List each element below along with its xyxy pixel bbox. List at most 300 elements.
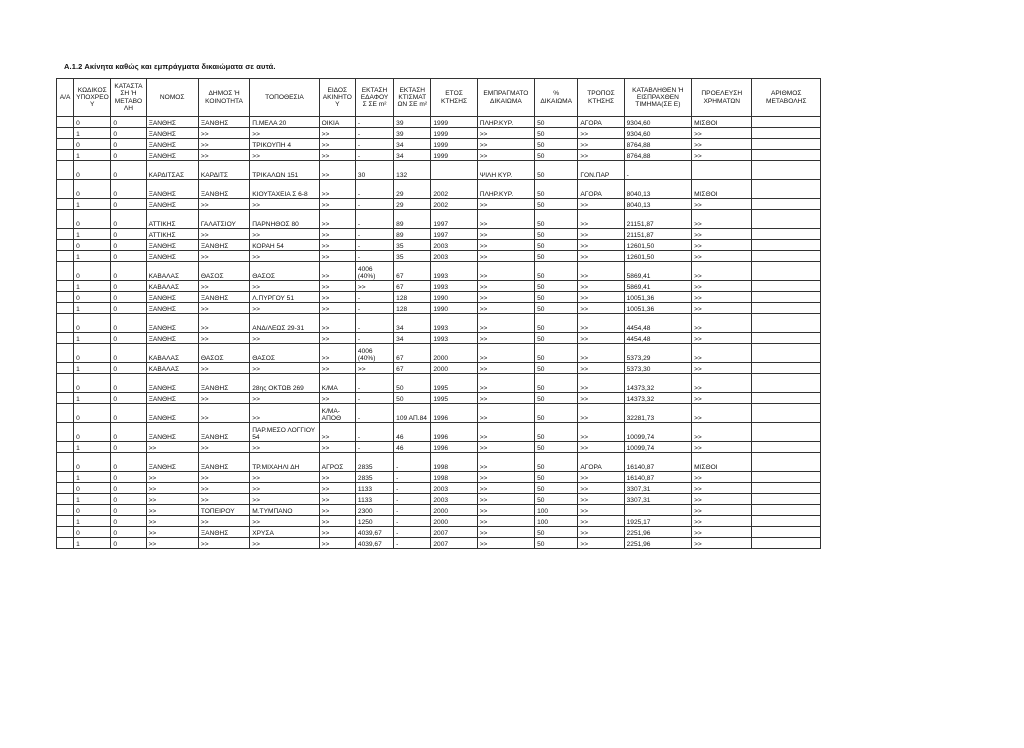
table-cell: 4454,48 xyxy=(624,333,691,344)
table-cell: >> xyxy=(578,472,624,483)
table-cell: 39 xyxy=(394,128,431,139)
table-cell: 1 xyxy=(74,393,111,404)
table-cell: >> xyxy=(477,494,534,505)
table-cell: >> xyxy=(692,292,752,303)
table-cell: 1 xyxy=(74,538,111,549)
table-cell xyxy=(752,303,821,314)
table-cell: >> xyxy=(319,314,355,333)
table-cell: ΞΑΝΘΗΣ xyxy=(198,117,249,128)
table-cell: ΚΟΡΑΗ 54 xyxy=(250,240,319,251)
table-cell xyxy=(752,251,821,262)
table-cell xyxy=(752,423,821,442)
table-cell: 1 xyxy=(74,516,111,527)
table-cell: >> xyxy=(319,494,355,505)
table-cell: 50 xyxy=(535,374,578,393)
table-cell: >> xyxy=(250,483,319,494)
table-cell: ΞΑΝΘΗΣ xyxy=(198,453,249,472)
table-cell: 0 xyxy=(111,229,146,240)
table-cell: >> xyxy=(319,538,355,549)
table-cell: ΠΑΡ.ΜΕΣΟ ΛΟΓΓΙΟΥ 54 xyxy=(250,423,319,442)
table-cell: >> xyxy=(578,262,624,281)
table-cell: >> xyxy=(198,404,249,423)
table-cell: 0 xyxy=(111,281,146,292)
table-cell: >> xyxy=(578,281,624,292)
table-cell: >> xyxy=(198,281,249,292)
table-cell: 50 xyxy=(535,161,578,180)
table-cell: 50 xyxy=(535,240,578,251)
table-cell: 0 xyxy=(111,393,146,404)
table-cell: >> xyxy=(578,150,624,161)
table-row xyxy=(57,423,821,442)
table-cell: >> xyxy=(250,516,319,527)
table-cell: 0 xyxy=(111,180,146,199)
table-cell: 0 xyxy=(111,262,146,281)
table-cell: >> xyxy=(578,303,624,314)
table-cell: Λ.ΠΥΡΓΟΥ 51 xyxy=(250,292,319,303)
table-cell: 14373,32 xyxy=(624,393,691,404)
table-cell: ΞΑΝΘΗΣ xyxy=(146,180,198,199)
table-cell: 1999 xyxy=(431,128,477,139)
table-cell xyxy=(57,516,74,527)
table-cell: - xyxy=(355,199,393,210)
table-row xyxy=(57,538,821,549)
table-cell: >> xyxy=(578,344,624,363)
table-row xyxy=(57,442,821,453)
table-cell: 1993 xyxy=(431,262,477,281)
table-row xyxy=(57,344,821,363)
table-cell: >> xyxy=(250,199,319,210)
table-cell: - xyxy=(355,240,393,251)
table-cell xyxy=(57,393,74,404)
table-cell: >> xyxy=(319,199,355,210)
table-cell xyxy=(57,229,74,240)
table-cell: >> xyxy=(198,363,249,374)
table-cell: 29 xyxy=(394,180,431,199)
table-row xyxy=(57,393,821,404)
table-cell: 0 xyxy=(111,128,146,139)
table-cell: ΚΑΒΑΛΑΣ xyxy=(146,344,198,363)
table-cell: >> xyxy=(477,505,534,516)
table-cell: >> xyxy=(198,199,249,210)
table-cell: >> xyxy=(477,251,534,262)
table-cell: 2835 xyxy=(355,453,393,472)
table-cell xyxy=(752,262,821,281)
table-cell: 128 xyxy=(394,303,431,314)
table-cell: >> xyxy=(250,393,319,404)
table-cell: >> xyxy=(319,442,355,453)
table-cell: 1 xyxy=(74,494,111,505)
table-cell: >> xyxy=(477,240,534,251)
table-cell: - xyxy=(394,494,431,505)
table-row xyxy=(57,374,821,393)
table-cell xyxy=(752,199,821,210)
table-cell: >> xyxy=(319,281,355,292)
table-cell: >> xyxy=(578,505,624,516)
table-cell: >> xyxy=(692,494,752,505)
table-cell: ΚΑΒΑΛΑΣ xyxy=(146,281,198,292)
table-cell xyxy=(752,180,821,199)
table-cell: >> xyxy=(319,393,355,404)
table-row xyxy=(57,483,821,494)
table-cell: 67 xyxy=(394,262,431,281)
table-cell: 50 xyxy=(394,374,431,393)
table-cell xyxy=(752,333,821,344)
table-cell: 29 xyxy=(394,199,431,210)
table-cell: 1 xyxy=(74,472,111,483)
column-header: ΕΤΟΣ ΚΤΗΣΗΣ xyxy=(431,79,477,117)
table-cell: >> xyxy=(578,374,624,393)
table-cell: 0 xyxy=(111,161,146,180)
table-cell xyxy=(752,139,821,150)
table-cell: 2835 xyxy=(355,472,393,483)
table-cell: 0 xyxy=(111,505,146,516)
table-cell: >> xyxy=(319,128,355,139)
table-cell: 34 xyxy=(394,139,431,150)
table-cell: >> xyxy=(578,292,624,303)
table-cell: 1998 xyxy=(431,472,477,483)
table-cell: 1995 xyxy=(431,393,477,404)
table-cell: >> xyxy=(250,281,319,292)
table-cell: 4039,67 xyxy=(355,538,393,549)
table-cell xyxy=(57,240,74,251)
table-cell: 1 xyxy=(74,442,111,453)
table-cell: ΞΑΝΘΗΣ xyxy=(198,527,249,538)
table-cell: >> xyxy=(146,505,198,516)
column-header: ΚΩΔΙΚΟΣ ΥΠΟΧΡΕΟ Υ xyxy=(74,79,111,117)
table-row xyxy=(57,363,821,374)
table-cell xyxy=(57,292,74,303)
table-row xyxy=(57,314,821,333)
table-cell: 10051,36 xyxy=(624,303,691,314)
table-cell: - xyxy=(355,374,393,393)
table-cell: 50 xyxy=(535,333,578,344)
table-cell: ΘΑΣΟΣ xyxy=(250,344,319,363)
table-cell: >> xyxy=(477,404,534,423)
table-cell: 0 xyxy=(111,483,146,494)
table-cell: >> xyxy=(198,538,249,549)
table-cell: 4006 (40%) xyxy=(355,262,393,281)
table-cell: 50 xyxy=(535,494,578,505)
table-cell: 16140,87 xyxy=(624,472,691,483)
table-cell: 1133 xyxy=(355,483,393,494)
table-cell: >> xyxy=(578,128,624,139)
table-cell: >> xyxy=(477,229,534,240)
table-cell: >> xyxy=(692,128,752,139)
table-cell: 0 xyxy=(74,505,111,516)
table-cell: 0 xyxy=(74,240,111,251)
table-cell xyxy=(752,117,821,128)
table-cell: 46 xyxy=(394,423,431,442)
table-cell: >> xyxy=(578,199,624,210)
table-cell xyxy=(752,128,821,139)
table-cell: >> xyxy=(198,303,249,314)
table-cell: - xyxy=(355,117,393,128)
table-cell: 10099,74 xyxy=(624,442,691,453)
table-cell: ΞΑΝΘΗΣ xyxy=(198,292,249,303)
table-cell: - xyxy=(355,423,393,442)
table-cell xyxy=(752,150,821,161)
table-cell: >> xyxy=(198,139,249,150)
table-cell: >> xyxy=(319,333,355,344)
table-cell: ΘΑΣΟΣ xyxy=(198,262,249,281)
table-cell: >> xyxy=(355,363,393,374)
table-cell xyxy=(57,538,74,549)
table-cell: 0 xyxy=(111,363,146,374)
table-cell: ΞΑΝΘΗΣ xyxy=(198,180,249,199)
table-cell: >> xyxy=(578,393,624,404)
table-cell: ΞΑΝΘΗΣ xyxy=(146,404,198,423)
table-row xyxy=(57,333,821,344)
table-cell: 1 xyxy=(74,363,111,374)
table-cell: >> xyxy=(692,303,752,314)
table-cell: 21151,87 xyxy=(624,229,691,240)
table-cell xyxy=(752,161,821,180)
table-cell: 5373,30 xyxy=(624,363,691,374)
table-cell xyxy=(57,251,74,262)
table-cell: 50 xyxy=(535,423,578,442)
column-header: ΚΑΤΑΒΛΗΘΕΝ Ή ΕΙΣΠΡΑΧΘΕΝ ΤΙΜΗΜΑ(ΣΕ Ε) xyxy=(624,79,691,117)
table-cell: ΑΓΟΡΑ xyxy=(578,117,624,128)
table-cell: 0 xyxy=(111,199,146,210)
table-cell: 128 xyxy=(394,292,431,303)
table-cell xyxy=(57,128,74,139)
table-cell: - xyxy=(394,527,431,538)
table-cell: >> xyxy=(198,393,249,404)
table-cell: - xyxy=(355,442,393,453)
table-cell: 1990 xyxy=(431,292,477,303)
table-cell: 0 xyxy=(111,333,146,344)
table-cell: >> xyxy=(319,292,355,303)
table-cell xyxy=(57,442,74,453)
table-cell: ΚΑΡΔΙΤΣΑΣ xyxy=(146,161,198,180)
table-cell: >> xyxy=(477,303,534,314)
table-row xyxy=(57,453,821,472)
table-cell: 0 xyxy=(111,251,146,262)
table-cell: 67 xyxy=(394,363,431,374)
table-cell: 50 xyxy=(535,292,578,303)
table-cell: >> xyxy=(319,180,355,199)
table-cell xyxy=(752,442,821,453)
table-cell xyxy=(57,210,74,229)
table-cell xyxy=(752,494,821,505)
table-cell: 1996 xyxy=(431,404,477,423)
table-cell: ΠΛΗΡ.ΚΥΡ. xyxy=(477,180,534,199)
table-cell: ΞΑΝΘΗΣ xyxy=(146,393,198,404)
table-cell: 2000 xyxy=(431,344,477,363)
table-cell: >> xyxy=(477,344,534,363)
table-cell: >> xyxy=(692,262,752,281)
table-cell: 1999 xyxy=(431,150,477,161)
table-cell: 0 xyxy=(74,483,111,494)
column-header: ΤΡΟΠΟΣ ΚΤΗΣΗΣ xyxy=(578,79,624,117)
table-cell xyxy=(57,423,74,442)
table-cell: - xyxy=(355,314,393,333)
table-cell: >> xyxy=(692,483,752,494)
table-cell: >> xyxy=(477,128,534,139)
table-cell: 1995 xyxy=(431,374,477,393)
table-cell: >> xyxy=(319,240,355,251)
table-cell: 16140,87 xyxy=(624,453,691,472)
column-header: ΕΚΤΑΣΗ ΕΔΑΦΟΥ Σ ΣΕ m² xyxy=(355,79,393,117)
table-cell: Μ.ΤΥΜΠΑΝΟ xyxy=(250,505,319,516)
table-cell: >> xyxy=(477,453,534,472)
table-cell: 2002 xyxy=(431,180,477,199)
table-cell: - xyxy=(355,180,393,199)
table-cell: - xyxy=(355,292,393,303)
table-cell: >> xyxy=(692,472,752,483)
table-cell: ΞΑΝΘΗΣ xyxy=(146,251,198,262)
table-cell: 28ης ΟΚΤΩΒ 269 xyxy=(250,374,319,393)
table-cell: 4006 (40%) xyxy=(355,344,393,363)
table-cell: >> xyxy=(250,538,319,549)
table-cell: 35 xyxy=(394,240,431,251)
table-cell: ΨΙΛΗ ΚΥΡ. xyxy=(477,161,534,180)
table-cell: 2003 xyxy=(431,494,477,505)
table-cell: >> xyxy=(198,483,249,494)
table-cell: 34 xyxy=(394,333,431,344)
table-cell: >> xyxy=(250,128,319,139)
table-cell: ΞΑΝΘΗΣ xyxy=(198,423,249,442)
table-cell xyxy=(752,453,821,472)
table-cell: >> xyxy=(477,262,534,281)
table-cell: 89 xyxy=(394,229,431,240)
table-cell: 0 xyxy=(74,453,111,472)
table-cell: - xyxy=(394,453,431,472)
table-cell xyxy=(57,494,74,505)
table-cell: >> xyxy=(319,262,355,281)
table-cell: ΚΑΒΑΛΑΣ xyxy=(146,262,198,281)
table-cell xyxy=(752,314,821,333)
table-cell: >> xyxy=(578,423,624,442)
table-cell: 8764,88 xyxy=(624,150,691,161)
table-cell: 8040,13 xyxy=(624,199,691,210)
table-cell: 67 xyxy=(394,344,431,363)
table-cell: - xyxy=(355,303,393,314)
table-cell: >> xyxy=(692,442,752,453)
table-cell xyxy=(752,404,821,423)
table-cell xyxy=(57,139,74,150)
table-cell xyxy=(57,150,74,161)
table-cell: >> xyxy=(477,516,534,527)
table-cell: Π.ΜΕΛΑ 20 xyxy=(250,117,319,128)
table-cell: 1 xyxy=(74,333,111,344)
table-cell xyxy=(752,229,821,240)
table-cell: >> xyxy=(578,404,624,423)
table-cell: 50 xyxy=(535,117,578,128)
table-cell: 21151,87 xyxy=(624,210,691,229)
table-cell: >> xyxy=(578,483,624,494)
table-cell: 109 ΑΠ.84 xyxy=(394,404,431,423)
table-cell xyxy=(752,505,821,516)
table-cell: >> xyxy=(477,472,534,483)
table-cell: >> xyxy=(250,150,319,161)
table-cell: 0 xyxy=(111,344,146,363)
table-cell: 0 xyxy=(111,453,146,472)
table-row xyxy=(57,262,821,281)
table-cell xyxy=(57,262,74,281)
table-cell: - xyxy=(394,516,431,527)
table-cell: 1998 xyxy=(431,453,477,472)
table-cell: 9304,60 xyxy=(624,128,691,139)
table-cell xyxy=(752,516,821,527)
table-cell: 0 xyxy=(111,538,146,549)
table-cell: >> xyxy=(319,210,355,229)
table-cell: 1250 xyxy=(355,516,393,527)
table-cell: >> xyxy=(578,314,624,333)
table-cell: 50 xyxy=(535,281,578,292)
table-cell: >> xyxy=(692,251,752,262)
table-cell: >> xyxy=(250,251,319,262)
table-cell: >> xyxy=(692,150,752,161)
table-cell: >> xyxy=(319,363,355,374)
table-cell: 0 xyxy=(74,314,111,333)
table-row xyxy=(57,180,821,199)
table-cell: >> xyxy=(692,139,752,150)
table-cell: >> xyxy=(692,229,752,240)
table-cell: ΑΝΔ/ΛΕΩΣ 29-31 xyxy=(250,314,319,333)
table-cell: 50 xyxy=(535,210,578,229)
table-cell: ΜΙΣΘΟΙ xyxy=(692,117,752,128)
table-cell: >> xyxy=(477,374,534,393)
table-cell: - xyxy=(624,161,691,180)
table-row xyxy=(57,472,821,483)
table-cell: >> xyxy=(319,516,355,527)
table-cell: 50 xyxy=(535,139,578,150)
table-row xyxy=(57,404,821,423)
table-cell: >> xyxy=(578,229,624,240)
table-cell: 0 xyxy=(111,240,146,251)
table-cell: >> xyxy=(198,314,249,333)
table-cell: >> xyxy=(319,150,355,161)
table-cell: >> xyxy=(692,423,752,442)
table-cell: 2007 xyxy=(431,527,477,538)
table-cell: >> xyxy=(477,139,534,150)
table-cell: >> xyxy=(198,516,249,527)
table-row xyxy=(57,117,821,128)
table-cell xyxy=(752,393,821,404)
table-cell: ΚΑΡΔΙΤΣ xyxy=(198,161,249,180)
table-row xyxy=(57,251,821,262)
table-cell: 50 xyxy=(535,303,578,314)
column-header: ΑΡΙΘΜΟΣ ΜΕΤΑΒΟΛΗΣ xyxy=(752,79,821,117)
table-cell: >> xyxy=(319,505,355,516)
table-cell: ΤΡΙΚΟΥΠΗ 4 xyxy=(250,139,319,150)
table-cell: 50 xyxy=(535,229,578,240)
table-cell: 0 xyxy=(111,527,146,538)
table-cell: - xyxy=(355,139,393,150)
table-cell: 0 xyxy=(111,516,146,527)
table-cell: ΑΤΤΙΚΗΣ xyxy=(146,229,198,240)
table-cell: >> xyxy=(692,199,752,210)
table-cell: 10051,36 xyxy=(624,292,691,303)
table-cell: >> xyxy=(477,314,534,333)
table-cell: 50 xyxy=(535,262,578,281)
table-cell: 2002 xyxy=(431,199,477,210)
table-cell: 0 xyxy=(111,423,146,442)
table-cell: ΤΡΙΚΑΛΩΝ 151 xyxy=(250,161,319,180)
table-cell: >> xyxy=(578,139,624,150)
table-cell xyxy=(57,161,74,180)
table-cell: 1996 xyxy=(431,442,477,453)
table-cell: >> xyxy=(692,240,752,251)
table-cell: 1 xyxy=(74,229,111,240)
table-cell xyxy=(692,161,752,180)
table-cell: 0 xyxy=(111,472,146,483)
table-cell: 14373,32 xyxy=(624,374,691,393)
table-cell: ΞΑΝΘΗΣ xyxy=(146,303,198,314)
table-cell: - xyxy=(355,404,393,423)
table-cell: ΤΡ.ΜΙΧΑΗΛΙ ΔΗ xyxy=(250,453,319,472)
